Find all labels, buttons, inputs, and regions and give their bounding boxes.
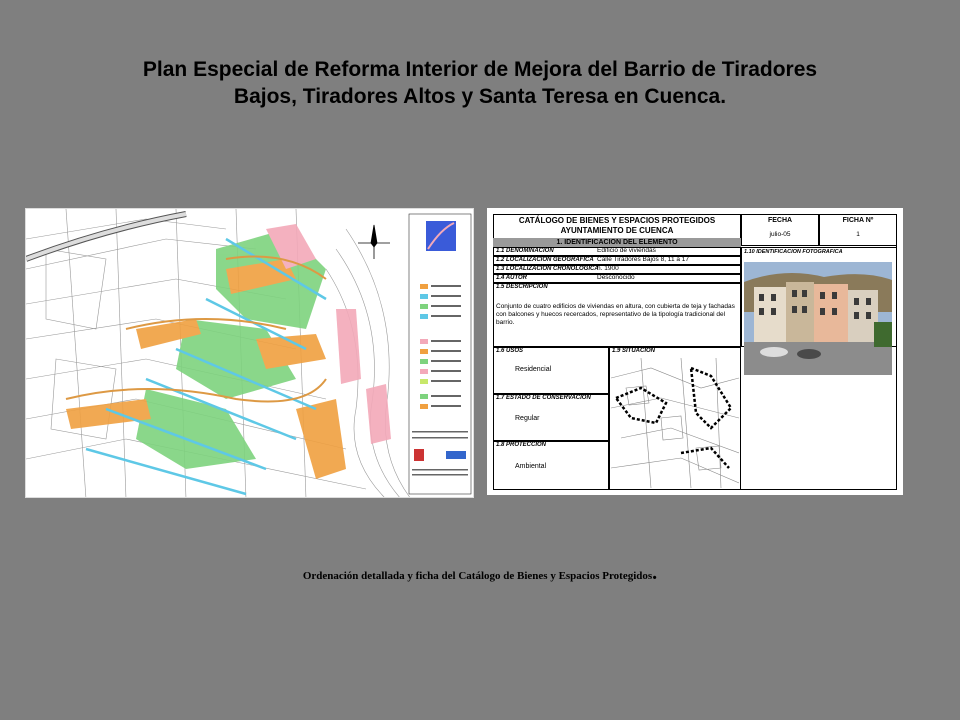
card-section-title: 1. IDENTIFICACION DEL ELEMENTO [493,238,741,247]
descripcion-label: 1.5 DESCRIPCION [496,284,548,290]
field-value-localizacion: Calle Tiradores Bajos 8, 11 a 17 [597,256,690,263]
field-label-cronologica: 1.3 LOCALIZACION CRONOLOGICA [496,266,599,272]
ordinance-map-drawing [26,209,474,498]
catalog-card [487,208,903,495]
usos-value: Residencial [515,366,552,373]
field-label-localizacion: 1.2 LOCALIZACION GEOGRAFICA [496,257,594,263]
page-title [60,56,900,110]
descripcion-text: Conjunto de cuatro edificios de viviendas en altura, con cubierta de teja y fachadas con balcones y huecos recercados, representativo de la tipología tradicional del barrio. [496,303,735,326]
field-value-autor: Desconocido [597,274,635,281]
caption-text: Ordenación detallada y ficha del Catálogo de Bienes y Espacios Protegidos [302,570,653,582]
field-label-autor: 1.4 AUTOR [496,275,528,281]
proteccion-value: Ambiental [515,463,547,470]
fecha-value: julio-05 [769,231,791,238]
field-value-cronologica: h. 1900 [597,265,619,272]
ficha-value: 1 [856,231,860,238]
caption [0,562,960,585]
situacion-label: 1.9 SITUACION [612,348,656,354]
card-header-subtitle: AYUNTAMIENTO DE CUENCA [560,226,674,235]
estado-label: 1.7 ESTADO DE CONSERVACION [496,395,591,401]
building-photo [744,262,892,375]
situacion-map [611,358,739,488]
estado-value: Regular [515,415,540,422]
field-value-denominacion: Edificio de viviendas [597,247,656,254]
card-header-title: CATÁLOGO DE BIENES Y ESPACIOS PROTEGIDOS [518,216,716,225]
caption-period: . [652,562,658,584]
ordinance-map-image [25,208,474,498]
field-label-denominacion: 1.1 DENOMINACION [496,248,554,254]
fecha-label: FECHA [767,217,793,224]
usos-label: 1.6 USOS [496,348,524,354]
ficha-label: FICHA Nº [842,217,874,224]
proteccion-label: 1.8 PROTECCION [496,442,547,448]
title-line-1: Plan Especial de Reforma Interior de Mejora del Barrio de Tiradores [142,58,818,81]
foto-label: 1.10 IDENTIFICACION FOTOGRAFICA [744,249,843,255]
title-line-2: Bajos, Tiradores Altos y Santa Teresa en Cuenca. [233,85,727,108]
